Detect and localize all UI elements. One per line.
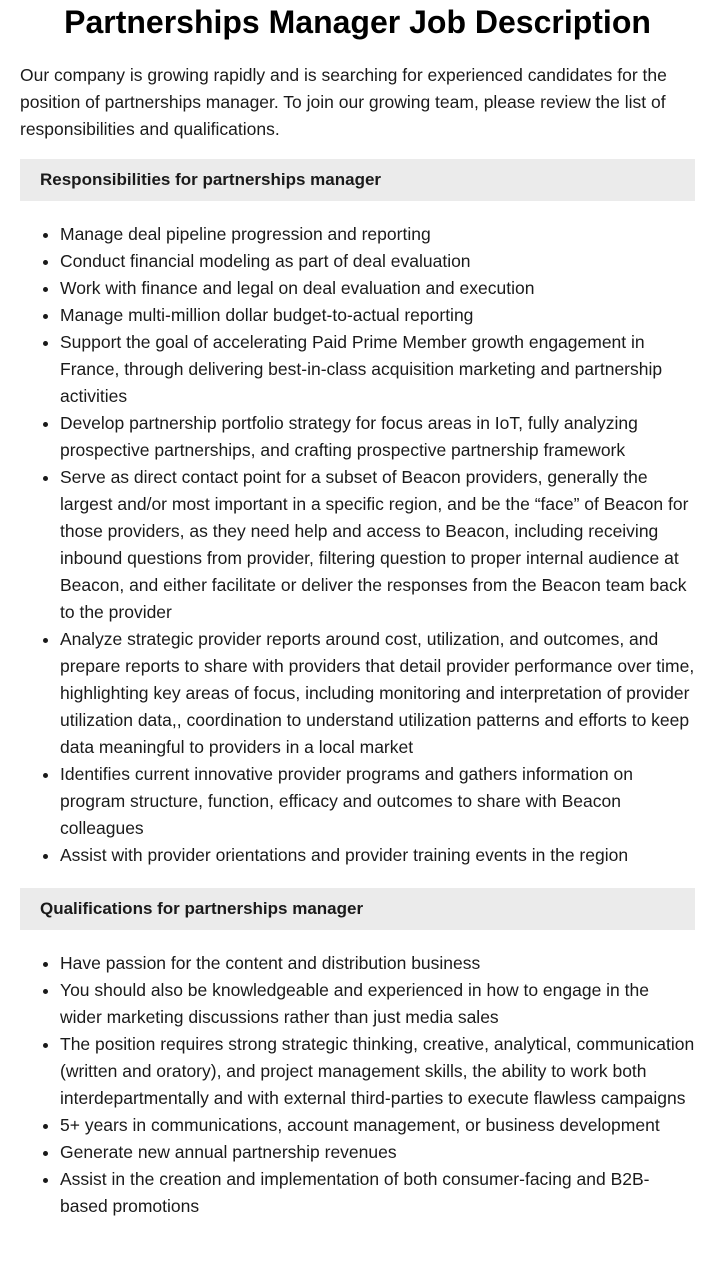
qualifications-list (20, 950, 695, 1220)
list-item: • Assist with provider orientations and provider training events in the region (60, 842, 695, 869)
list-item: • Work with finance and legal on deal evaluation and execution (60, 275, 695, 302)
list-item: • Assist in the creation and implementation of both consumer-facing and B2B-based promotions (60, 1166, 695, 1220)
list-item: • Conduct financial modeling as part of deal evaluation (60, 248, 695, 275)
responsibilities-list (20, 221, 695, 869)
list-item: • Manage multi-million dollar budget-to-actual reporting (60, 302, 695, 329)
list-item: • Support the goal of accelerating Paid Prime Member growth engagement in France, through delivering best-in-class acquisition marketing and partnership activities (60, 329, 695, 410)
list-item: • 5+ years in communications, account management, or business development (60, 1112, 695, 1139)
list-item: • Analyze strategic provider reports around cost, utilization, and outcomes, and prepare reports to share with providers that detail provider performance over time, highlighting key areas of focus, including monitoring and interpretation of provider utilization data,, coordination to understand utilization patterns and efforts to keep data meaningful to providers in a local market (60, 626, 695, 761)
qualifications-heading: Qualifications for partnerships manager (20, 888, 695, 930)
list-item: • Generate new annual partnership revenues (60, 1139, 695, 1166)
responsibilities-heading: Responsibilities for partnerships manager (20, 159, 695, 201)
intro-paragraph: Our company is growing rapidly and is searching for experienced candidates for the position of partnerships manager. To join our growing team, please review the list of responsibilities and qualifications. (20, 65, 667, 139)
list-item: • The position requires strong strategic thinking, creative, analytical, communication (written and oratory), and project management skills, the ability to work both interdepartmentally and with external third-parties to execute flawless campaigns (60, 1031, 695, 1112)
list-item: • Develop partnership portfolio strategy for focus areas in IoT, fully analyzing prospective partnerships, and crafting prospective partnership framework (60, 410, 695, 464)
list-item: • Serve as direct contact point for a subset of Beacon providers, generally the largest and/or most important in a specific region, and be the “face” of Beacon for those providers, as they need help and access to Beacon, including receiving inbound questions from provider, filtering question to proper internal audience at Beacon, and either facilitate or deliver the responses from the Beacon team back to the provider (60, 464, 695, 626)
list-item: • You should also be knowledgeable and experienced in how to engage in the wider marketing discussions rather than just media sales (60, 977, 695, 1031)
list-item: • Manage deal pipeline progression and reporting (60, 221, 695, 248)
page-title: Partnerships Manager Job Description (64, 4, 651, 40)
list-item: • Have passion for the content and distribution business (60, 950, 695, 977)
list-item: • Identifies current innovative provider programs and gathers information on program structure, function, efficacy and outcomes to share with Beacon colleagues (60, 761, 695, 842)
